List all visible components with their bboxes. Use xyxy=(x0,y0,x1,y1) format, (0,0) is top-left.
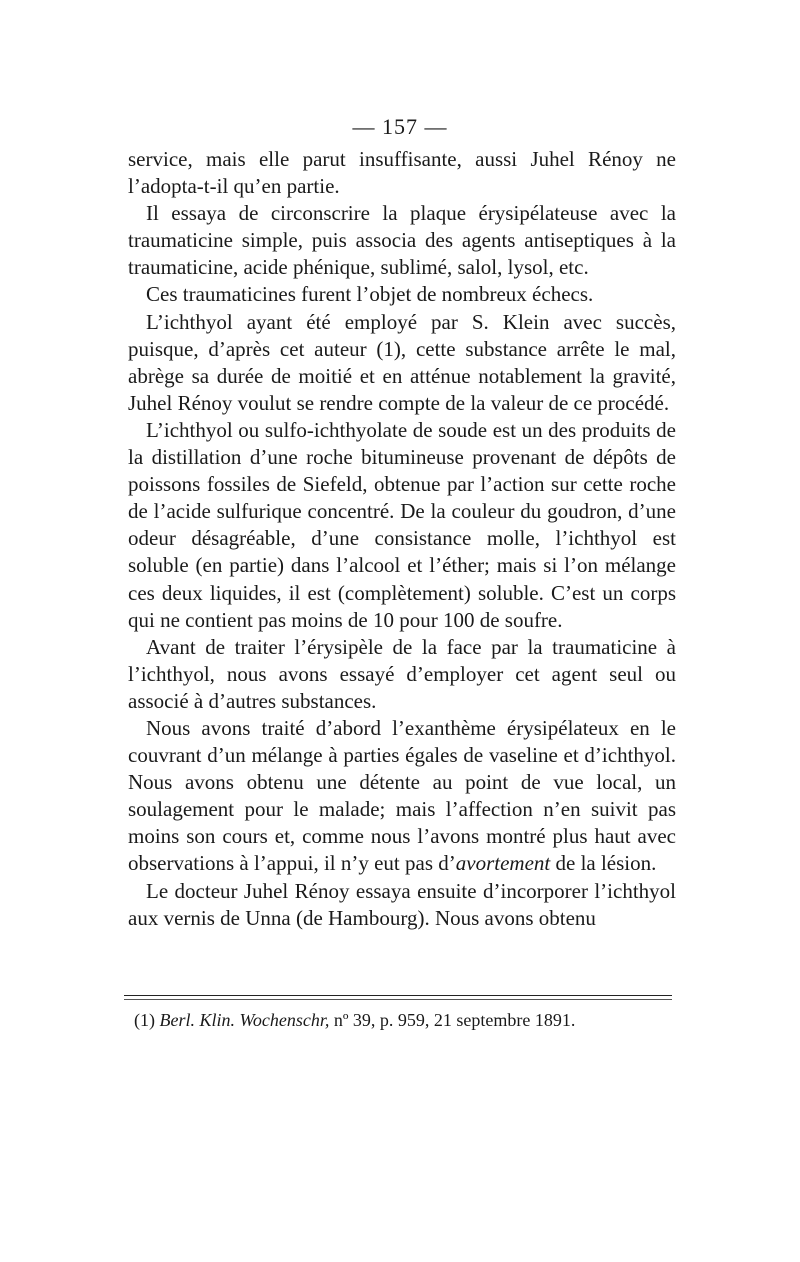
paragraph: L’ichthyol ou sulfo-ichthyolate de soude est un des produits de la distillation d’une roche bitumineuse provenant de dépôts de poissons fossiles de Siefeld, obtenue par l’action sur cette roche de l’acide sulfurique concentré. De la couleur du goudron, d’une odeur désagréable, d’une consistance molle, l’ichthyol est soluble (en partie) dans l’alcool et l’éther; mais si l’on mélange ces deux liquides, il est (complètement) soluble. C’est un corps qui ne contient pas moins de 10 pour 100 de soufre. xyxy=(128,417,676,632)
footnote-rule xyxy=(124,995,672,996)
paragraph xyxy=(128,715,676,878)
paragraph: Il essaya de circonscrire la plaque érysipélateuse avec la traumaticine simple, puis associa des agents antiseptiques à la traumaticine, acide phénique, sublimé, salol, lysol, etc. xyxy=(128,201,676,280)
paragraph: Ces traumaticines furent l’objet de nombreux échecs. xyxy=(146,282,594,307)
paragraph-text: Nous avons traité d’abord l’exanthème érysipélateux en le couvrant d’un mélange à parties égales de vaseline et d’ichthyol. Nous avons obtenu une détente au point de vue local, un soulagement pour le malade; mais l’affection n’en suivit pas moins son cours et, comme nous l’avons montré plus haut avec observations à l’appui, il n’y eut pas d’ xyxy=(128,715,676,876)
body-text xyxy=(128,146,676,932)
paragraph: L’ichthyol ayant été employé par S. Klein avec succès, puisque, d’après cet auteur (1), cette substance arrête le mal, abrège sa durée de moitié et en atténue notablement la gravité, Juhel Rénoy voulut se rendre compte de la valeur de ce procédé. xyxy=(128,309,676,415)
page-number: — 157 — xyxy=(352,114,448,139)
footnote-marker: (1) xyxy=(134,1010,155,1030)
paragraph: Le docteur Juhel Rénoy essaya ensuite d’incorporer l’ichthyol aux vernis de Unna (de Hambourg). Nous avons obtenu xyxy=(128,878,676,930)
paragraph-text: de la lésion. xyxy=(550,851,657,876)
footnote-journal: Berl. Klin. Wochenschr, xyxy=(159,1010,330,1030)
italic-word: avortement xyxy=(455,851,551,876)
footnote xyxy=(134,1008,674,1032)
paragraph: Avant de traiter l’érysipèle de la face par la traumaticine à l’ichthyol, nous avons essayé d’employer cet agent seul ou associé à d’autres substances. xyxy=(128,634,676,713)
footnote-details: nº 39, p. 959, 21 septembre 1891. xyxy=(333,1010,576,1030)
paragraph: service, mais elle parut insuffisante, aussi Juhel Rénoy ne l’adopta-t-il qu’en partie. xyxy=(128,147,676,199)
footnote-rule-thin xyxy=(124,999,672,1000)
